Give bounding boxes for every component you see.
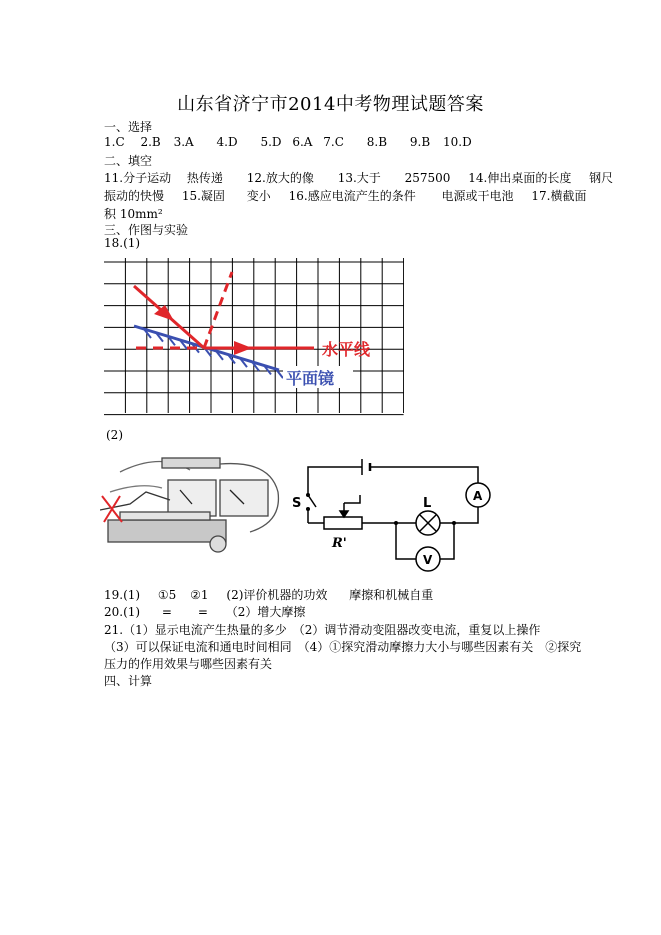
voltmeter-label: V <box>423 553 433 567</box>
reflection-diagram <box>104 258 404 418</box>
hatch-mark <box>276 369 283 378</box>
fill-item: 钢尺 <box>589 171 614 185</box>
answer: 6.A <box>292 135 313 149</box>
q21-line-2: （3）可以保证电流和通电时间相同 （4）①探究滑动摩擦力大小与哪些因素有关 ②探究 <box>104 640 582 654</box>
fill-item: 15.凝固 <box>181 189 225 203</box>
q19-part: 19.(1) <box>104 588 141 602</box>
page-title: 山东省济宁市2014中考物理试题答案 <box>177 94 484 115</box>
fill-item: 振动的快慢 <box>104 189 165 203</box>
q18-label-1: 18.(1) <box>104 236 141 250</box>
fill-item: 电源或干电池 <box>441 189 514 203</box>
mirror-label: 平面镜 <box>286 369 335 388</box>
fill-item: 16.感应电流产生的条件 <box>288 189 416 203</box>
q21-line-3: 压力的作用效果与哪些因素有关 <box>104 657 273 671</box>
answer: 9.B <box>409 135 431 149</box>
answer: 4.D <box>216 135 238 149</box>
switch-label: S <box>292 496 302 511</box>
section-drawing: 三、作图与实验 <box>104 223 189 237</box>
answer: 5.D <box>260 135 282 149</box>
q20-line <box>104 603 305 620</box>
fill-item: 变小 <box>246 189 271 203</box>
q19-part: (2)评价机器的功效 <box>226 588 328 602</box>
q20-part: 20.(1) <box>104 605 141 619</box>
section-fill: 二、填空 <box>104 154 153 168</box>
q20-part: = <box>197 605 208 619</box>
fill-item: 11.分子运动 <box>104 171 172 185</box>
fill-item: 12.放大的像 <box>246 171 314 185</box>
fill-item: 17.横截面 <box>531 189 587 203</box>
rheostat-label: R' <box>332 536 347 551</box>
answer: 2.B <box>140 135 161 149</box>
lamp-label: L <box>423 496 432 511</box>
q19-part: 摩擦和机械自重 <box>349 588 434 602</box>
q19-part: ①5 <box>157 588 177 602</box>
q18-label-2: (2) <box>106 428 123 442</box>
q19-line <box>104 586 433 603</box>
ammeter-label: A <box>473 489 483 503</box>
answer: 8.B <box>366 135 388 149</box>
circuit-diagram <box>290 455 510 585</box>
answer: 1.C <box>104 135 125 149</box>
fill-item: 14.伸出桌面的长度 <box>468 171 572 185</box>
fill-line-2 <box>104 187 586 204</box>
q21-line-1: 21.（1）显示电流产生热量的多少 （2）调节滑动变阻器改变电流，重复以上操作 <box>104 623 541 637</box>
answer: 10.D <box>442 135 472 149</box>
fill-line-3: 积 10mm² <box>104 207 163 221</box>
section-calc: 四、计算 <box>104 674 153 688</box>
section-choice: 一、选择 <box>104 120 153 134</box>
q19-part: ②1 <box>190 588 209 602</box>
fill-item: 热传递 <box>186 171 223 185</box>
answer: 3.A <box>173 135 194 149</box>
q20-part: = <box>161 605 172 619</box>
reflected-ray-arrow <box>234 341 252 355</box>
fill-item: 257500 <box>404 171 451 185</box>
horizontal-label: 水平线 <box>322 340 371 359</box>
fill-line-1 <box>104 169 613 186</box>
choice-answers <box>104 135 472 149</box>
fill-item: 13.大于 <box>337 171 381 185</box>
q20-part: （2）增大摩擦 <box>225 605 306 619</box>
answer: 7.C <box>323 135 344 149</box>
apparatus-photo <box>100 452 280 564</box>
